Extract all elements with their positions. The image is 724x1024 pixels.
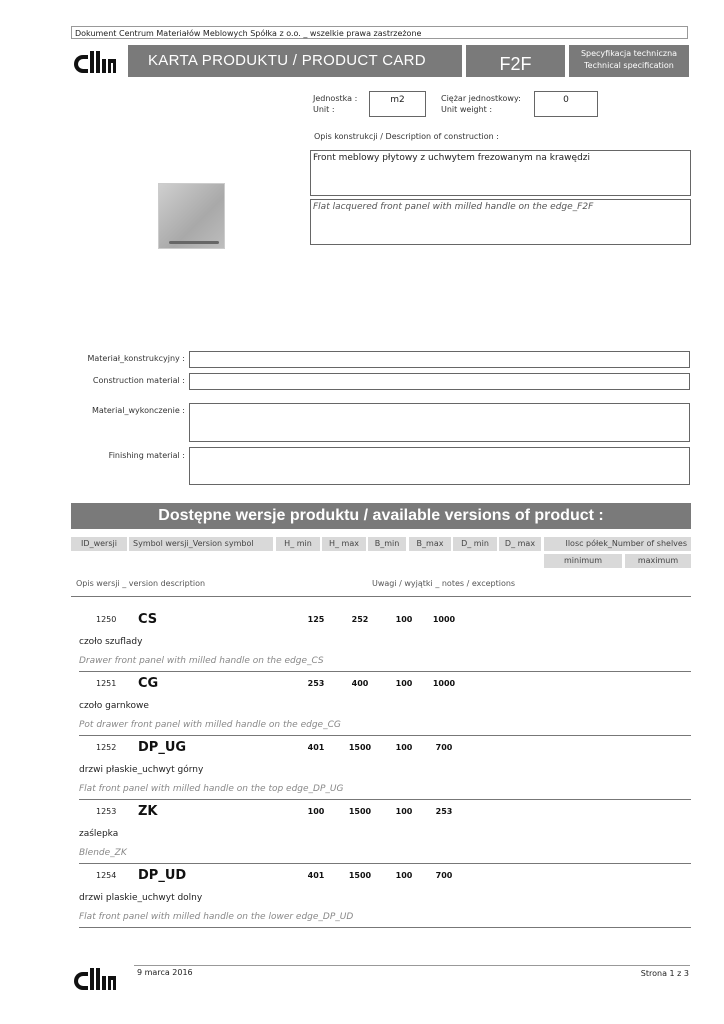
product-image bbox=[158, 183, 225, 249]
row-divider bbox=[79, 735, 691, 736]
col-symbol: Symbol wersji_Version symbol bbox=[129, 537, 273, 551]
version-h-min: 253 bbox=[307, 679, 325, 688]
unit-label bbox=[313, 93, 357, 115]
notes-header: Uwagi / wyjątki _ notes / exceptions bbox=[372, 579, 516, 588]
col-h-min: H_ min bbox=[276, 537, 320, 551]
version-h-min: 125 bbox=[307, 615, 325, 624]
version-id: 1253 bbox=[96, 807, 117, 816]
unit-field: m2 bbox=[369, 91, 426, 117]
version-symbol: DP_UG bbox=[138, 740, 187, 755]
spec-label bbox=[569, 45, 689, 77]
col-d-max: D_ max bbox=[499, 537, 541, 551]
version-symbol: DP_UD bbox=[138, 868, 187, 883]
version-desc-en: Blende_ZK bbox=[79, 848, 127, 858]
row-divider bbox=[79, 799, 691, 800]
version-id: 1254 bbox=[96, 871, 117, 880]
footer-date: 9 marca 2016 bbox=[137, 968, 193, 977]
version-desc-pl: czoło szuflady bbox=[79, 637, 143, 647]
col-d-min: D_ min bbox=[453, 537, 497, 551]
weight-label-pl: Ciężar jednostkowy: bbox=[441, 94, 521, 103]
row-divider bbox=[79, 671, 691, 672]
version-symbol: ZK bbox=[138, 804, 158, 819]
version-b-min: 100 bbox=[395, 615, 413, 624]
construction-material-pl-label: Materiał_konstrukcyjny : bbox=[87, 354, 185, 363]
version-h-max: 1500 bbox=[348, 871, 372, 880]
construction-desc-en: Flat lacquered front panel with milled handle on the edge_F2F bbox=[310, 199, 691, 245]
col-b-min: B_min bbox=[368, 537, 406, 551]
company-logo bbox=[74, 47, 116, 73]
col-shelves-min: minimum bbox=[544, 554, 622, 568]
version-b-max: 1000 bbox=[432, 615, 456, 624]
version-b-min: 100 bbox=[395, 807, 413, 816]
version-desc-en: Flat front panel with milled handle on the top edge_DP_UG bbox=[79, 784, 344, 794]
weight-label-en: Unit weight : bbox=[441, 105, 493, 114]
version-b-max: 700 bbox=[435, 871, 453, 880]
weight-label bbox=[441, 93, 521, 115]
col-b-max: B_max bbox=[409, 537, 451, 551]
version-id: 1251 bbox=[96, 679, 117, 688]
version-desc-pl: zaślepka bbox=[79, 829, 119, 839]
construction-material-pl-field bbox=[189, 351, 690, 368]
col-h-max: H_ max bbox=[322, 537, 366, 551]
footer-logo bbox=[74, 966, 116, 990]
versions-section-title: Dostępne wersje produktu / available versions of product : bbox=[71, 503, 691, 529]
version-h-min: 100 bbox=[307, 807, 325, 816]
version-b-min: 100 bbox=[395, 679, 413, 688]
version-h-min: 401 bbox=[307, 743, 325, 752]
version-b-min: 100 bbox=[395, 743, 413, 752]
finishing-material-pl-field bbox=[189, 403, 690, 442]
construction-material-en-label: Construction material : bbox=[92, 376, 185, 385]
version-b-max: 700 bbox=[435, 743, 453, 752]
version-b-max: 253 bbox=[435, 807, 453, 816]
version-desc-pl: drzwi plaskie_uchwyt dolny bbox=[79, 893, 203, 903]
footer-page-number: Strona 1 z 3 bbox=[640, 969, 689, 978]
version-h-min: 401 bbox=[307, 871, 325, 880]
version-desc-en: Flat front panel with milled handle on the lower edge_DP_UD bbox=[79, 912, 354, 922]
version-desc-pl: drzwi płaskie_uchwyt górny bbox=[79, 765, 204, 775]
version-id: 1252 bbox=[96, 743, 117, 752]
header-divider bbox=[71, 596, 691, 597]
version-h-max: 400 bbox=[351, 679, 369, 688]
version-h-max: 1500 bbox=[348, 743, 372, 752]
col-id: ID_wersji bbox=[71, 537, 127, 551]
version-desc-header: Opis wersji _ version description bbox=[76, 579, 206, 588]
spec-label-en: Technical specification bbox=[584, 61, 674, 70]
version-id: 1250 bbox=[96, 615, 117, 624]
version-desc-en: Drawer front panel with milled handle on the edge_CS bbox=[79, 656, 324, 666]
finishing-material-pl-label: Material_wykonczenie : bbox=[91, 406, 185, 415]
version-desc-en: Pot drawer front panel with milled handle on the edge_CG bbox=[79, 720, 341, 730]
product-code: F2F bbox=[466, 45, 565, 77]
version-symbol: CG bbox=[138, 676, 159, 691]
version-h-max: 1500 bbox=[348, 807, 372, 816]
page-title: KARTA PRODUKTU / PRODUCT CARD bbox=[128, 45, 462, 77]
unit-label-en: Unit : bbox=[313, 105, 335, 114]
version-b-min: 100 bbox=[395, 871, 413, 880]
footer-divider bbox=[134, 965, 690, 966]
col-shelves: Ilosc półek_Number of shelves bbox=[544, 537, 691, 551]
spec-label-pl: Specyfikacja techniczna bbox=[580, 49, 678, 58]
construction-material-en-field bbox=[189, 373, 690, 390]
row-divider bbox=[79, 863, 691, 864]
construction-desc-pl: Front meblowy płytowy z uchwytem frezowanym na krawędzi bbox=[310, 150, 691, 196]
version-desc-pl: czoło garnkowe bbox=[79, 701, 149, 711]
col-shelves-max: maximum bbox=[625, 554, 691, 568]
version-symbol: CS bbox=[138, 612, 158, 627]
finishing-material-en-label: Finishing material : bbox=[108, 451, 185, 460]
row-divider bbox=[79, 927, 691, 928]
weight-field: 0 bbox=[534, 91, 598, 117]
version-h-max: 252 bbox=[351, 615, 369, 624]
construction-label: Opis konstrukcji / Description of construction : bbox=[314, 132, 499, 141]
copyright-notice: Dokument Centrum Materiałów Meblowych Spółka z o.o. _ wszelkie prawa zastrzeżone bbox=[71, 26, 688, 39]
finishing-material-en-field bbox=[189, 447, 690, 485]
unit-label-pl: Jednostka : bbox=[313, 94, 358, 103]
version-b-max: 1000 bbox=[432, 679, 456, 688]
